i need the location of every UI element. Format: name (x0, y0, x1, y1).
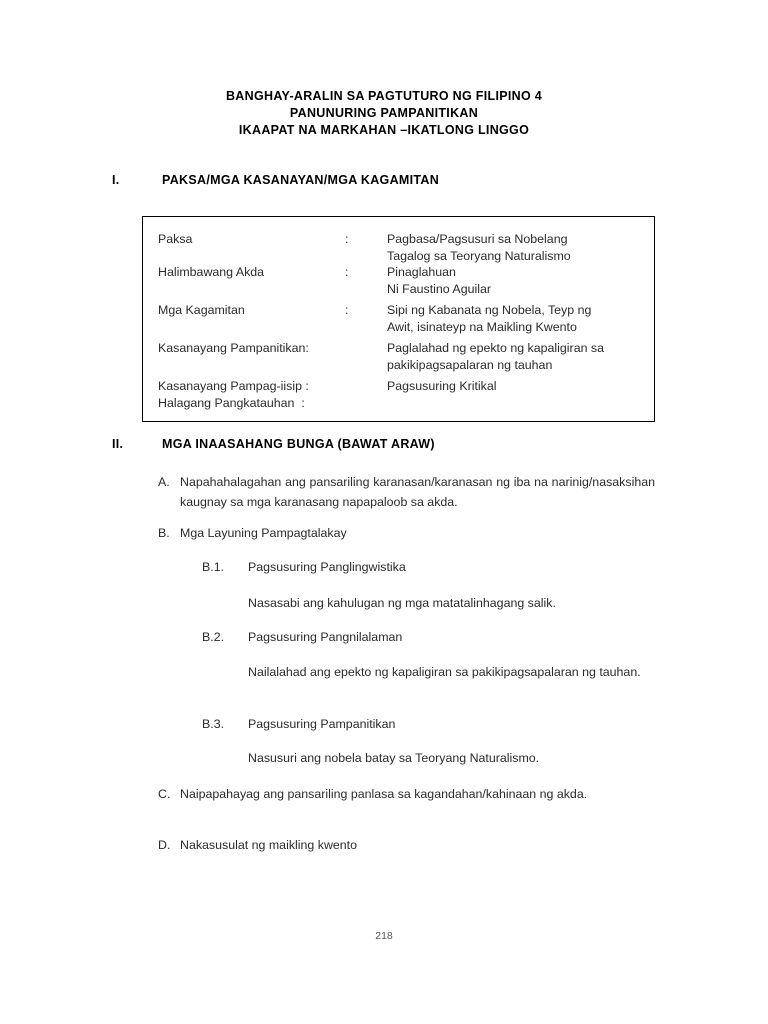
list-item (158, 473, 655, 512)
list-item-description: Nasasabi ang kahulugan ng mga matatalinhagang salik. (248, 596, 556, 610)
row-value (387, 395, 654, 412)
list-item-marker: C. (158, 787, 171, 801)
list-item-description: Nasusuri ang nobela batay sa Teoryang Naturalismo. (248, 751, 540, 765)
row-value (387, 340, 654, 373)
list-item-marker: A. (158, 475, 170, 489)
list-item-text: Pagsusuring Pampanitikan (248, 717, 396, 731)
row-label: Kasanayang Pampag-iisip (158, 379, 302, 393)
section-2-numeral: II. (112, 437, 124, 451)
title-line-3: IKAAPAT NA MARKAHAN –IKATLONG LINGGO (238, 123, 530, 137)
table-row (143, 395, 654, 412)
list-item (158, 785, 655, 805)
row-value-line: Pagsusuring Kritikal (387, 379, 497, 393)
row-value-line: Awit, isinateyp na Maikling Kwento (387, 319, 577, 334)
row-value-line: Pagbasa/Pagsusuri sa Nobelang (387, 232, 568, 246)
list-item (202, 715, 655, 735)
table-row (143, 264, 654, 297)
row-value (387, 264, 654, 297)
list-item-description: Nailalahad ang epekto ng kapaligiran sa pakikipagsapalaran ng tauhan. (248, 665, 641, 679)
list-item-marker: B.2. (202, 630, 225, 644)
list-item-text: Naipapahayag ang pansariling panlasa sa kagandahan/kahinaan ng akda. (180, 787, 588, 801)
row-colon: : (305, 341, 309, 355)
list-item-text: Pagsusuring Pangnilalaman (248, 630, 403, 644)
row-value-line: pakikipagsapalaran ng tauhan (387, 357, 553, 372)
list-item-text: Napahahalagahan ang pansariling karanasan/karanasan ng iba na narinig/nasaksihan kaugnay sa mga karanasang napapaloob sa akda. (180, 475, 655, 509)
row-colon: : (345, 232, 349, 246)
row-label: Mga Kagamitan (158, 303, 245, 317)
row-value-line: Ni Faustino Aguilar (387, 281, 491, 296)
list-item-text: Pagsusuring Panglingwistika (248, 560, 406, 574)
section-1-numeral: I. (112, 173, 120, 187)
row-value-line: Tagalog sa Teoryang Naturalismo (387, 248, 571, 263)
list-item-marker: B. (158, 526, 170, 540)
table-row (143, 378, 654, 395)
list-item-marker: D. (158, 838, 171, 852)
section-2-heading (112, 437, 678, 451)
row-colon: : (345, 303, 349, 317)
row-colon: : (301, 395, 305, 410)
table-row (143, 231, 654, 264)
row-value (387, 231, 654, 264)
document-title-block (0, 88, 768, 139)
list-item-text: Nakasusulat ng maikling kwento (180, 838, 358, 852)
section-1-heading-text: PAKSA/MGA KASANAYAN/MGA KAGAMITAN (162, 173, 440, 187)
row-colon: : (305, 379, 309, 393)
row-label: Halagang Pangkatauhan (158, 395, 295, 410)
lesson-info-table (143, 231, 654, 411)
row-label-with-colon (143, 340, 387, 373)
table-row (143, 302, 654, 335)
row-label: Paksa (158, 232, 193, 246)
row-value (387, 378, 654, 395)
list-item-marker: B.3. (202, 717, 225, 731)
page-number: 218 (375, 930, 393, 942)
section-2-heading-text: MGA INAASAHANG BUNGA (BAWAT ARAW) (162, 437, 435, 451)
list-item (202, 628, 655, 648)
row-label-with-colon (143, 378, 387, 395)
row-colon: : (345, 265, 349, 279)
row-value-line: Sipi ng Kabanata ng Nobela, Teyp ng (387, 303, 592, 317)
row-label: Halimbawang Akda (158, 265, 265, 279)
row-value-line: Pinaglahuan (387, 265, 456, 279)
list-item (158, 836, 655, 856)
title-line-2: PANUNURING PAMPANITIKAN (289, 106, 479, 120)
list-item (202, 558, 655, 578)
row-label: Kasanayang Pampanitikan (158, 341, 306, 355)
list-item (158, 524, 655, 544)
list-item-marker: B.1. (202, 560, 225, 574)
row-label-with-colon (143, 395, 387, 412)
row-value-line: Paglalahad ng epekto ng kapaligiran sa (387, 341, 604, 355)
table-row (143, 340, 654, 373)
list-item-text: Mga Layuning Pampagtalakay (180, 526, 347, 540)
row-value (387, 302, 654, 335)
lesson-info-box (142, 216, 655, 422)
title-line-1: BANGHAY-ARALIN SA PAGTUTURO NG FILIPINO 4 (225, 89, 543, 103)
section-1-heading (112, 173, 678, 187)
